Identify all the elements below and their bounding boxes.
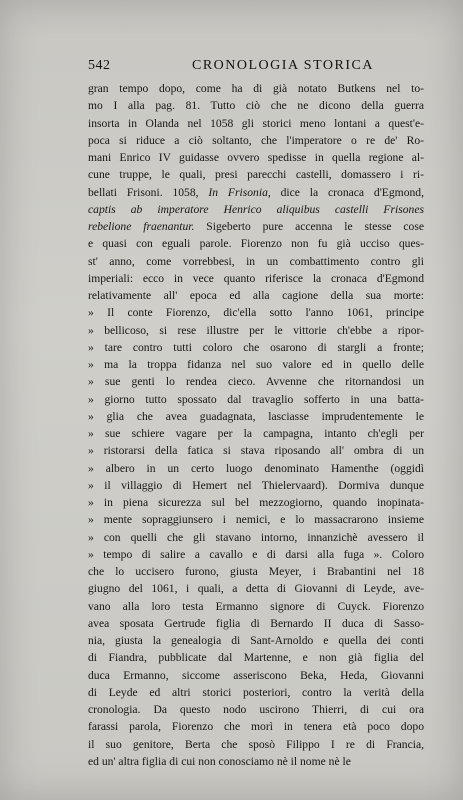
text-line	[88, 753, 424, 770]
text-run: nia, giusta la genealogia di Sant-Arnoldo e quella dei conti	[88, 634, 424, 647]
text-run: » tempo di salire a cavallo e di darsi alla fuga ». Coloro	[88, 547, 424, 561]
italic-text: rebelione fraenantur.	[88, 220, 195, 233]
text-line	[88, 632, 424, 649]
text-run: » bellicoso, si rese illustre per le vittorie ch'ebbe a ripor-	[88, 323, 424, 337]
text-line	[88, 460, 424, 477]
text-run: farassi parola, Fiorenzo che morì in tenera età poco dopo	[88, 720, 424, 734]
text-line	[88, 442, 424, 459]
text-line	[88, 718, 424, 735]
text-line	[88, 184, 424, 201]
text-line	[88, 546, 424, 563]
text-run: cronologia. Da questo nodo uscirono Thierri, di cui ora	[88, 703, 424, 716]
text-line	[88, 615, 424, 632]
text-run: bellati Frisoni. 1058,	[88, 185, 209, 199]
italic-text: In Frisonia,	[208, 185, 271, 199]
text-run: » sue schiere vagare per la campagna, intanto ch'egli per	[88, 427, 424, 440]
body-text	[88, 80, 424, 770]
text-run: » tare contro tutti coloro che osarono di stargli a fronte;	[88, 340, 424, 354]
text-line	[88, 684, 424, 701]
text-run: » in piena sicurezza sul bel mezzogiorno, quando inopinata-	[88, 496, 424, 509]
text-run: » con quelli che gli stavano intorno, innanzichè avessero il	[88, 530, 424, 544]
text-run: » il villaggio di Hemert nel Thielervaard). Dormiva dunque	[88, 478, 424, 492]
text-run: Sigeberto pure accenna le stesse cose	[194, 220, 424, 233]
text-line	[88, 477, 424, 494]
text-line	[88, 132, 424, 149]
text-line	[88, 270, 424, 287]
text-run: vano alla loro testa Ermanno signore di Cuyck. Fiorenzo	[88, 599, 424, 613]
text-line	[88, 408, 424, 425]
text-run: mo I alla pag. 81. Tutto ciò che ne dicono della guerra	[88, 99, 424, 113]
text-line	[88, 511, 424, 528]
text-run: giugno del 1061, i quali, a detta di Giovanni di Leyde, ave-	[88, 582, 424, 596]
italic-text: captis ab imperatore Henrico aliquibus castelli Frisones	[88, 202, 424, 216]
text-line	[88, 304, 424, 321]
text-line	[88, 97, 424, 114]
text-run: che lo uccisero furono, giusta Meyer, i Brabantini nel 18	[88, 565, 424, 578]
text-line	[88, 598, 424, 615]
text-run: poca si riduce a ciò soltanto, che l'imperatore o re de' Ro-	[88, 133, 424, 147]
text-line	[88, 580, 424, 597]
text-run: ed un' altra figlia di cui non conosciamo nè il nome nè le	[88, 754, 351, 768]
text-line	[88, 235, 424, 252]
text-line	[88, 649, 424, 666]
text-run: » ma la troppa fidanza nel suo valore ed in quello delle	[88, 358, 424, 371]
text-line	[88, 287, 424, 304]
text-line	[88, 253, 424, 270]
text-line	[88, 736, 424, 753]
text-run: st' anno, come vorrebbesi, in un combattimento contro gli	[88, 254, 424, 268]
text-run: dice la cronaca d'Egmond,	[270, 185, 424, 199]
text-run: mani Enrico IV guidasse ovvero spedisse in quella regione al-	[88, 151, 424, 164]
text-run: avea sposata Gertrude figlia di Bernardo II duca di Sasso-	[88, 616, 424, 630]
text-run: » ristorarsi della fatica si stava riposando all' ombra di un	[88, 444, 424, 458]
text-line	[88, 425, 424, 442]
running-title: CRONOLOGIA STORICA	[192, 58, 374, 73]
text-line	[88, 201, 424, 218]
text-line	[88, 115, 424, 132]
text-line	[88, 166, 424, 183]
text-line	[88, 529, 424, 546]
text-run: duca Ermanno, siccome asseriscono Beka, Heda, Giovanni	[88, 668, 424, 682]
text-line	[88, 667, 424, 684]
text-run: cune truppe, le quali, presi parecchi castelli, domassero i ri-	[88, 168, 424, 182]
text-line	[88, 339, 424, 356]
text-line	[88, 494, 424, 511]
text-line	[88, 80, 424, 97]
text-line	[88, 356, 424, 373]
text-run: di Leyde ed altri storici posteriori, contro la verità della	[88, 685, 424, 699]
text-line	[88, 563, 424, 580]
page-number: 542	[88, 58, 111, 73]
text-line	[88, 373, 424, 390]
text-run: » giorno tutto spossato dal travaglio sofferto in una batta-	[88, 392, 424, 406]
text-run: » albero in un certo luogo denominato Hamenthe (oggidì	[88, 461, 424, 475]
text-line	[88, 701, 424, 718]
text-run: » glia che avea guadagnata, lasciasse imprudentemente le	[88, 409, 424, 423]
text-run: insorta in Olanda nel 1058 gli storici meno lontani a quest'e-	[88, 116, 424, 130]
text-run: e quasi con eguali parole. Fiorenzo non fu già ucciso ques-	[88, 237, 424, 251]
page-header	[88, 58, 423, 78]
text-line	[88, 218, 424, 235]
text-line	[88, 391, 424, 408]
text-run: » sue genti lo rendea cieco. Avvenne che ritornandosi un	[88, 375, 424, 389]
text-run: » mente sopraggiunsero i nemici, e lo massacrarono insieme	[88, 513, 424, 527]
text-run: » Il conte Fiorenzo, dic'ella sotto l'anno 1061, principe	[88, 306, 424, 320]
text-run: imperiali: ecco in vece quanto riferisce la cronaca d'Egmond	[88, 271, 424, 285]
text-run: relativamente all' epoca ed alla cagione della sua morte:	[88, 289, 424, 302]
text-run: di Fiandra, pubblicate dal Martenne, e non già figlia del	[88, 651, 424, 665]
text-run: il suo genitore, Berta che sposò Filippo I re di Francia,	[88, 737, 424, 751]
text-line	[88, 149, 424, 166]
text-line	[88, 322, 424, 339]
text-run: gran tempo dopo, come ha di già notato Butkens nel to-	[88, 82, 424, 95]
